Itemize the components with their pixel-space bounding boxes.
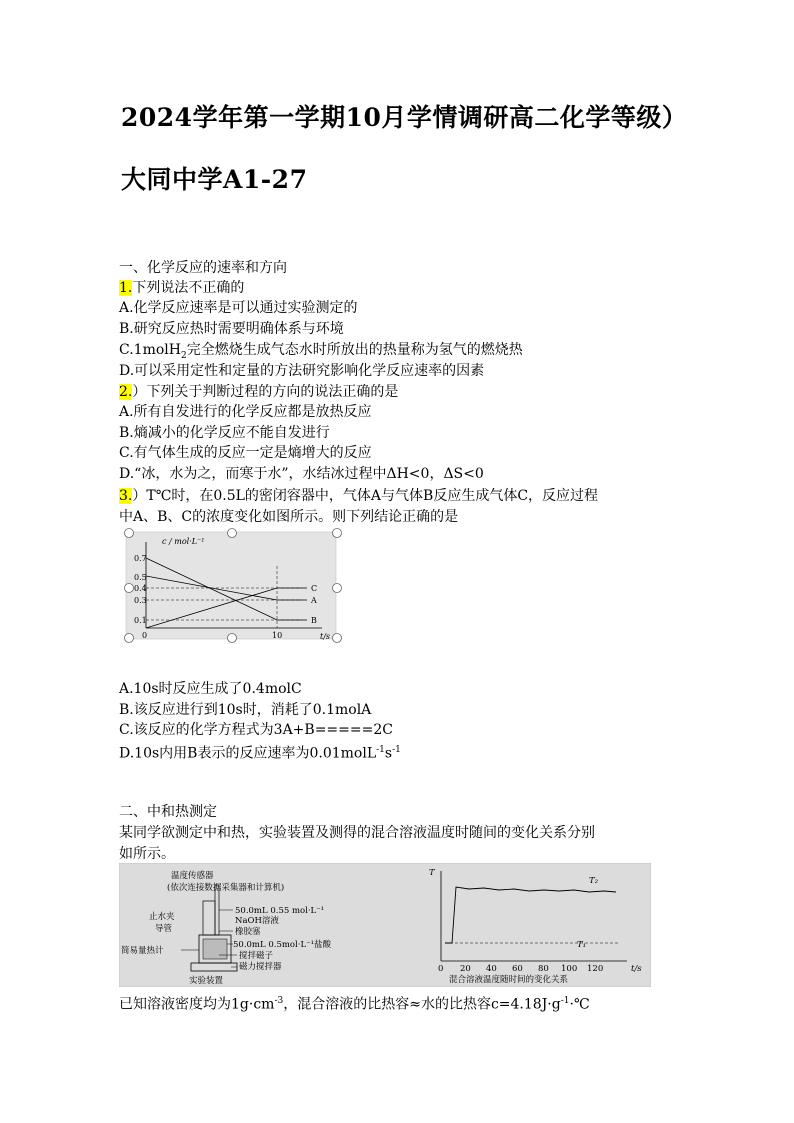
q1-stem (119, 278, 244, 298)
x-axis-label: t/s (320, 632, 331, 641)
s2-line1: 某同学欲测定中和热，实验装置及测得的混合溶液温度时随间的变化关系分别 (119, 825, 595, 841)
label-C: C (311, 584, 318, 593)
graph2-xlabel: t/s (631, 964, 642, 974)
graph2-xtick-100: 100 (561, 964, 578, 974)
label-stir-bar: 搅拌磁子 (239, 951, 274, 961)
q1-c-post: 完全燃烧生成气态水时所放出的热量称为氢气的燃烧热 (186, 342, 523, 358)
graph2-caption: 混合溶液温度随时间的变化关系 (449, 975, 569, 985)
q1-option-b: B.研究反应热时需要明确体系与环境 (119, 321, 344, 337)
density-end: ℃ (573, 996, 590, 1013)
graph2-xtick-60: 60 (512, 964, 523, 974)
ytick-0.3: 0.3 (134, 596, 147, 605)
density-sup: -3 (274, 996, 284, 1006)
s2-line2: 如所示。 (119, 846, 175, 862)
q3-d-mid: s (384, 745, 393, 762)
q3-number: 3. (119, 488, 133, 504)
q1-stem-text: 下列说法不正确的 (132, 280, 245, 296)
xtick-10: 10 (272, 631, 283, 640)
label-naoh: NaOH溶液 (235, 916, 279, 926)
q1-option-d: D.可以采用定性和定量的方法研究影响化学反应速率的因素 (119, 363, 485, 379)
label-clamp: 止水夹 (149, 912, 175, 922)
ytick-0.4: 0.4 (134, 584, 147, 593)
label-T1: T₁ (577, 940, 587, 950)
ytick-0.7: 0.7 (134, 554, 147, 563)
q3-stem-line1 (119, 486, 598, 506)
q2-stem (119, 382, 398, 402)
ytick-0.5: 0.5 (134, 573, 147, 582)
label-A: A (311, 596, 317, 605)
q3-option-b: B.该反应进行到10s时，消耗了0.1molA (119, 702, 372, 718)
xtick-0: 0 (142, 631, 148, 640)
label-calorimeter: 简易量热计 (121, 946, 164, 956)
label-hcl: 50.0mL 0.5mol·L⁻¹盐酸 (233, 940, 331, 950)
graph2-xtick-40: 40 (486, 964, 497, 974)
ytick-0.1: 0.1 (134, 616, 147, 625)
graph2-xtick-120: 120 (587, 964, 604, 974)
density-mid2: · (569, 996, 574, 1013)
q1-c-sub: 2 (180, 350, 187, 361)
graph2-xtick-20: 20 (460, 964, 471, 974)
q3-d-sup1: -1 (376, 745, 385, 755)
label-T2: T₂ (589, 876, 599, 886)
q2-stem-text: ）下列关于判断过程的方向的说法正确的是 (132, 384, 399, 400)
q3-d-sup2: -1 (392, 745, 401, 755)
q2-number: 2. (119, 384, 133, 400)
label-naoh-volume: 50.0mL 0.55 mol·L⁻¹ (235, 906, 325, 916)
q2-option-c: C.有气体生成的反应一定是熵增大的反应 (119, 445, 372, 461)
section2-heading: 二、中和热测定 (119, 804, 217, 820)
density-mid: ，混合溶液的比热容≈水的比热容c=4.18J·g (283, 996, 561, 1013)
q3-d-pre: D.10s内用B表示的反应速率为0.01molL (119, 745, 377, 762)
label-stopper: 橡胶塞 (235, 927, 261, 937)
y-axis-label: c / mol·L⁻¹ (162, 537, 205, 546)
s2-density-line (119, 991, 590, 1015)
q3-option-a: A.10s时反应生成了0.4molC (119, 681, 302, 697)
density-sup2: -1 (560, 996, 570, 1006)
doc-subtitle: 大同中学A1-27 (121, 165, 308, 194)
q2-option-a: A.所有自发进行的化学反应都是放热反应 (119, 404, 372, 420)
label-tube: 导管 (155, 924, 173, 934)
q3-option-c: C.该反应的化学方程式为3A+B=====2C (119, 722, 393, 738)
graph2-ylabel: T (429, 868, 435, 878)
label-connection: (依次连接数据采集器和计算机) (167, 883, 285, 893)
q1-number: 1. (119, 280, 133, 296)
graph2-xtick-80: 80 (538, 964, 549, 974)
q3-stem-line2: 中A、B、C的浓度变化如图所示。则下列结论正确的是 (119, 509, 459, 525)
label-stirrer: 磁力搅拌器 (239, 962, 282, 972)
q3-stem-text: ）T℃时，在0.5L的密闭容器中，气体A与气体B反应生成气体C，反应过程 (132, 488, 599, 504)
density-pre: 已知溶液密度均为1g·cm (119, 996, 275, 1013)
label-apparatus: 实验装置 (189, 976, 224, 986)
label-temp-sensor: 温度传感器 (171, 871, 214, 881)
label-B: B (311, 616, 317, 625)
graph2-xtick-0: 0 (438, 964, 444, 974)
section1-heading: 一、化学反应的速率和方向 (119, 260, 287, 276)
q1-option-a: A.化学反应速率是可以通过实验测定的 (119, 300, 358, 316)
concentration-graph (122, 528, 342, 643)
q2-option-b: B.熵减小的化学反应不能自发进行 (119, 425, 330, 441)
doc-title: 2024学年第一学期10月学情调研高二化学等级） (121, 103, 688, 132)
q1-c-pre: C.1molH (119, 342, 181, 358)
q2-option-d: D.“冰，水为之，而寒于水”，水结冰过程中ΔH<0，ΔS<0 (119, 466, 484, 482)
q3-option-d (119, 740, 401, 764)
neutralization-figure (119, 863, 651, 987)
